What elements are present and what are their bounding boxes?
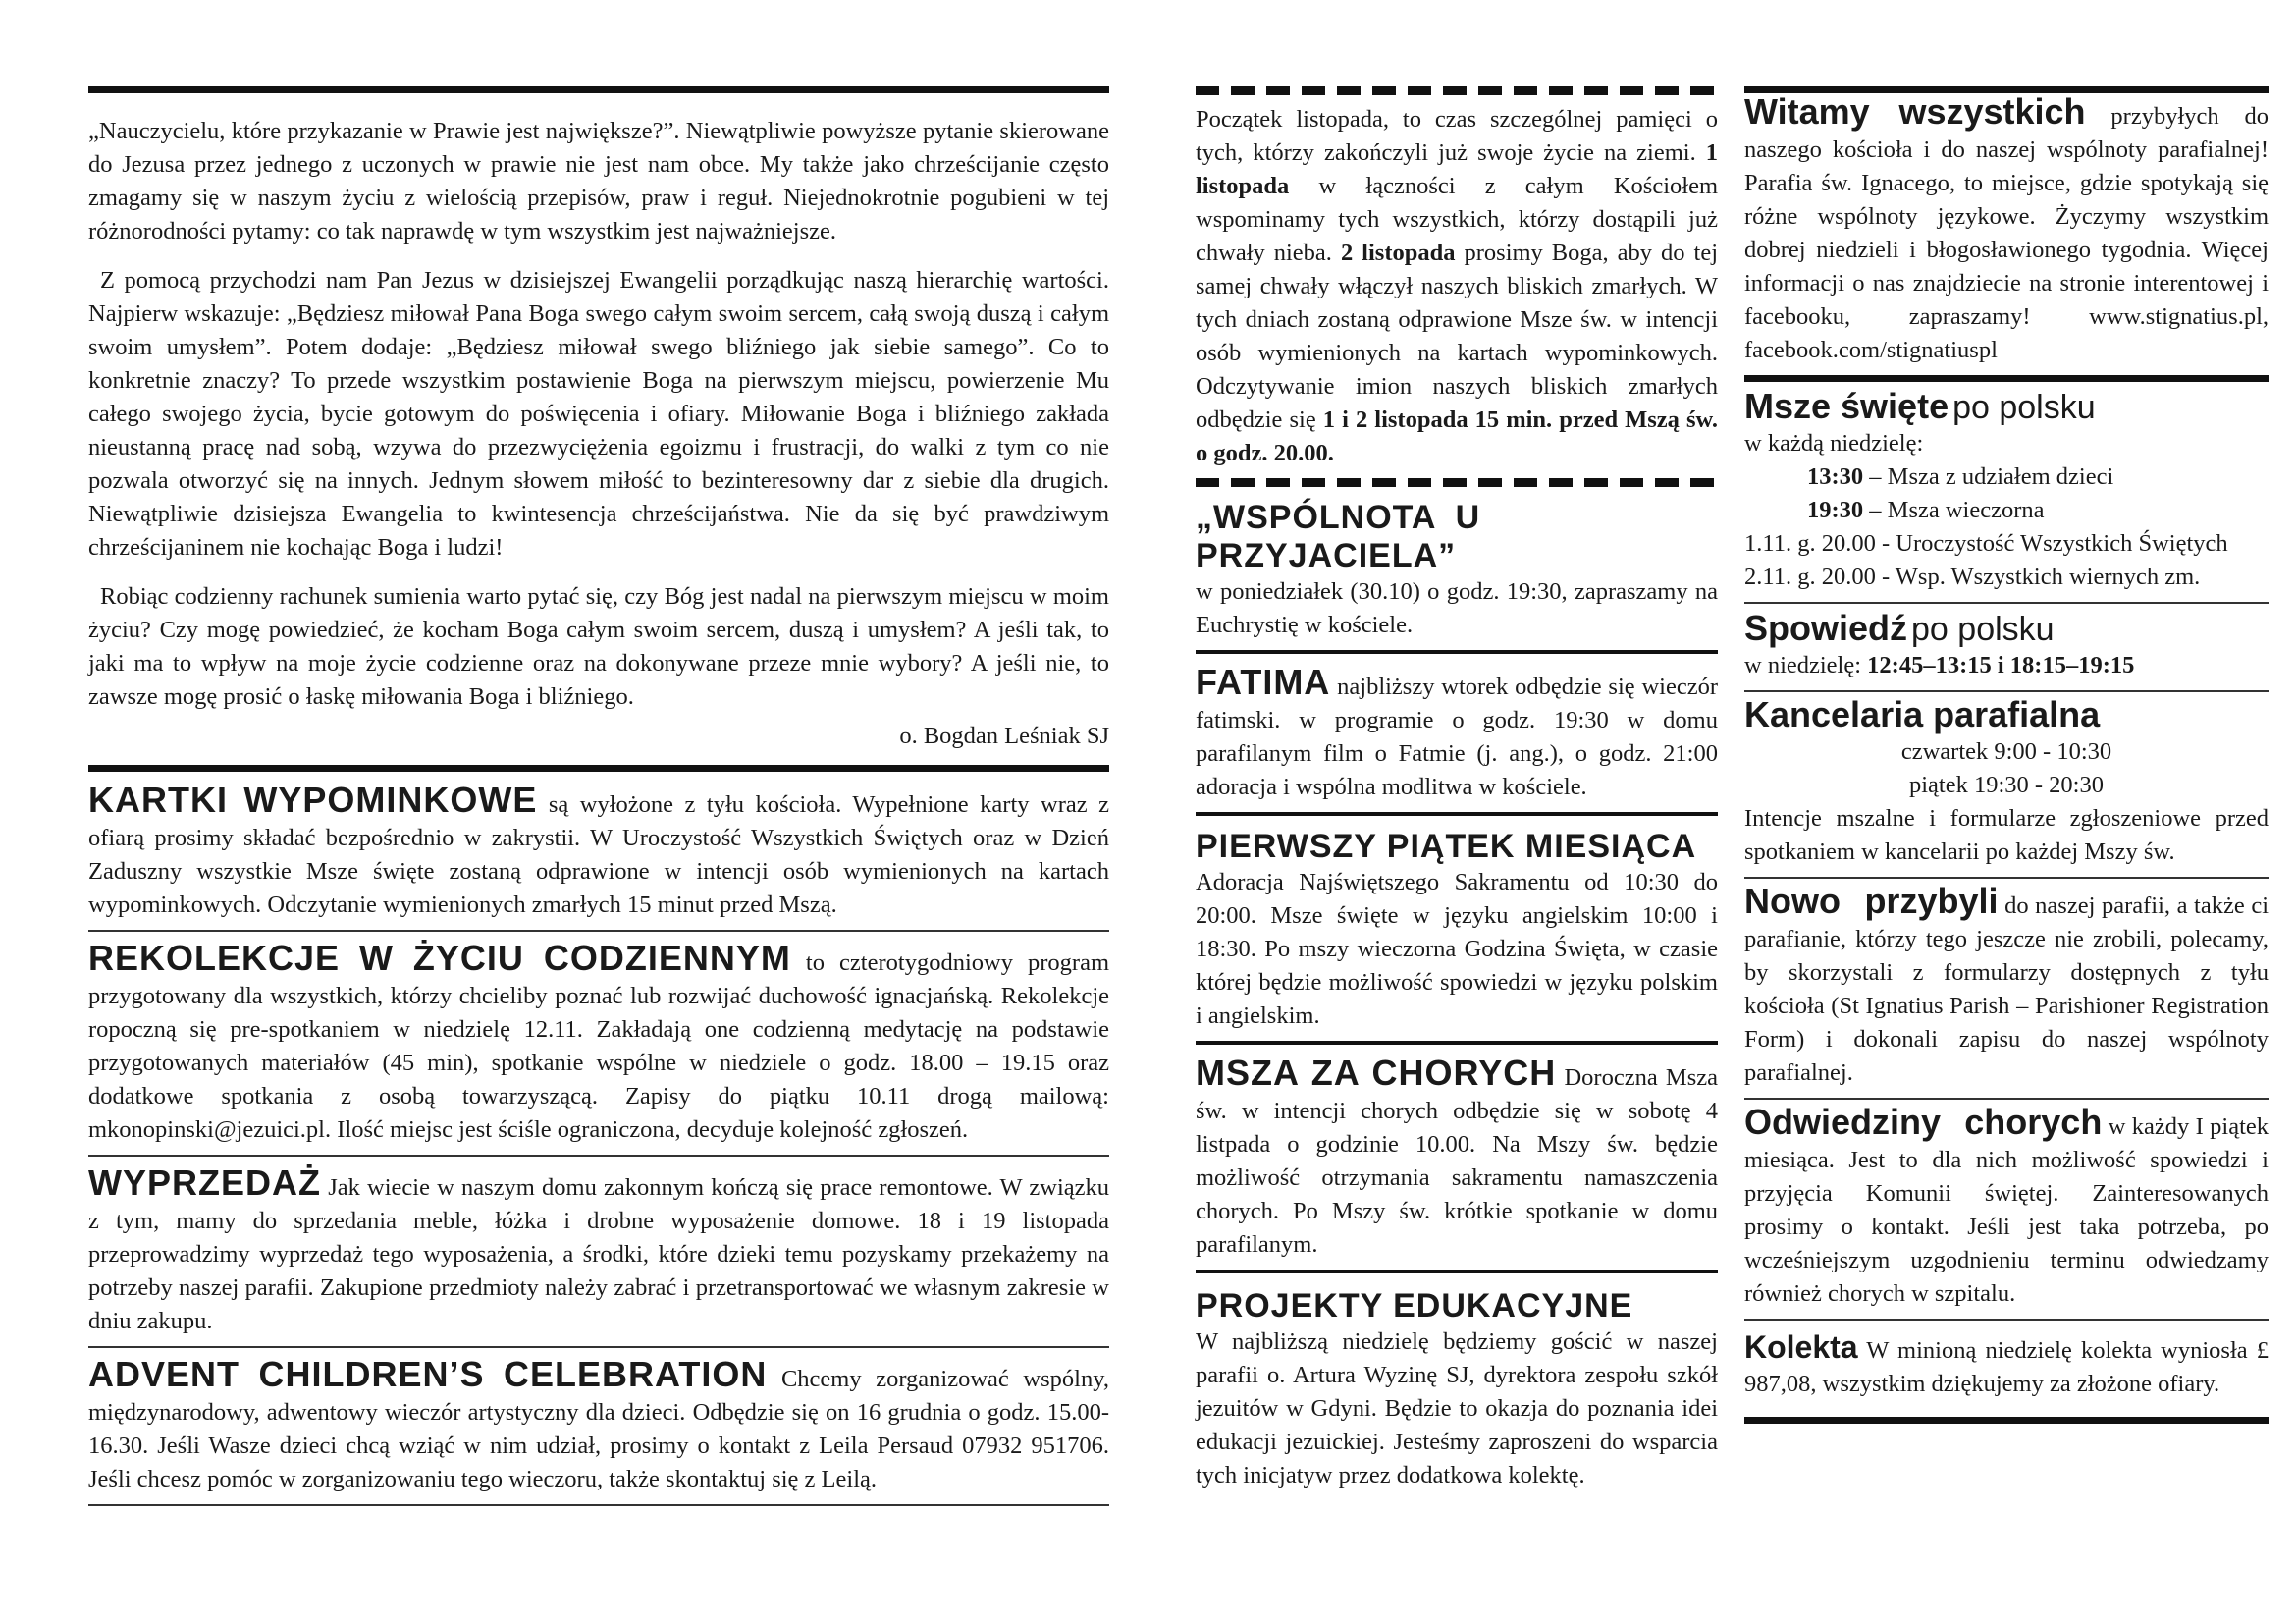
kancelaria-title: Kancelaria parafialna — [1744, 694, 2101, 734]
kancelaria-hours-1: czwartek 9:00 - 10:30 — [1900, 738, 2112, 765]
kolekta-title: Kolekta — [1744, 1329, 1858, 1365]
chorzy-text: Doroczna Msza św. w intencji chorych odbędzie się w sobotę 4 listpada o godzinie 10.00. Na Mszy św. będzie możliwość otrzymania sakramentu namaszczenia chorych. Po Mszy św. krótkie spotkanie w domu parafilanym. — [1196, 1064, 1719, 1258]
spowiedz-section — [1744, 604, 2269, 690]
projekty-section — [1196, 1273, 1718, 1500]
listopad-text-d: prosimy Boga, aby do tej samej chwały włączył naszych bliskich zmarłych. W tych dniach zostaną odprawione Msze św. w intencji osób wymienionych na kartach wypominkowych. Odczytywanie imion naszych bliskich zmarłych odbędzie się — [1196, 240, 1719, 433]
section-rule — [88, 765, 1109, 772]
kolekta-section — [1744, 1321, 2269, 1409]
dashed-rule — [1196, 478, 1718, 487]
reflection-article — [88, 93, 1109, 753]
fatima-section — [1196, 654, 1718, 812]
wspolnota-section — [1196, 487, 1718, 650]
msze-subtitle: w każdą niedzielę: — [1744, 430, 1924, 457]
listopad-text-a: Początek listopada, to czas szczególnej pamięci o tych, którzy zakończyli już swoje życie na ziemi. — [1196, 106, 1718, 166]
wyprzedaz-title: WYPRZEDAŻ — [88, 1163, 321, 1203]
reflection-paragraph-2: Z pomocą przychodzi nam Pan Jezus w dzisiejszej Ewangelii porządkując naszą hierarchię wartości. Najpierw wskazuje: „Będziesz miłował Pana Boga swego całym swoim sercem, całą swoją duszą i całym swoim umysłem”. Potem dodaje: „Będziesz miłował swego bliźniego jak siebie samego”. Co to konkretnie znaczy? To przede wszystkim postawienie Boga na pierwszym miejscu, powierzenie Mu całego swojego życia, bycie gotowym do poświęcenia i ofiary. Miłowanie Boga i bliźniego zakłada nieustanną pracę nad sobą, wzywa do przezwyciężenia egoizmu i frustracji, do walki z tym co nie pozwala otworzyć się na innych. Jednym słowem miłość to bezinteresowny dar z siebie dla drugich. Niewątpliwie dzisiejsza Ewangelia to kwintesencja chrześcijaństwa. Nie da się być prawdziwym chrześcijaninem nie kochając Boga i ludzi! — [88, 267, 1109, 561]
kartki-section — [88, 772, 1109, 930]
listopad-text-c: w łączności z całym Kościołem wspominamy tych wszystkich, którzy dostąpili już chwały nieba. — [1196, 173, 1718, 266]
nowo-title: Nowo przybyli — [1744, 881, 1999, 921]
kolekta-text: W minioną niedzielę kolekta wyniosła £ 987,08, wszystkim dziękujemy za złożone ofiary. — [1744, 1337, 2269, 1397]
reflection-paragraph-3: Robiąc codzienny rachunek sumienia warto pytać się, czy Bóg jest nadal na pierwszym miejscu w moim życiu? Czy mogę powiedzieć, że kocham Boga całym swoim sercem, duszą i umysłem? A jeśli tak, to jaki ma to wpływ na moje życie codzienne oraz na dokonywane przeze mnie wybory? A jeśli nie, to zawsze mogę prosić o łaskę miłowania Boga i bliźniego. — [88, 583, 1109, 710]
divider — [88, 1504, 1109, 1506]
spowiedz-title: Spowiedź — [1744, 608, 1908, 648]
nowo-text: do naszej parafii, a także ci parafianie, którzy tego jeszcze nie zrobili, polecamy, by skorzystali z formularzy dostępnych z tyłu kościoła (St Ignatius Parish – Parishioner Registration Form) i dokonali zapisu do naszej wspólnoty parafialnej. — [1744, 893, 2269, 1086]
signature: o. Bogdan Leśniak SJ — [899, 723, 1109, 749]
kancelaria-section — [1744, 692, 2269, 877]
wspolnota-title: „WSPÓLNOTA U PRZYJACIELA” — [1196, 499, 1481, 574]
odwiedziny-text: w każdy I piątek miesiąca. Jest to dla nich możliwość spowiedzi i przyjęcia Komunii świętej. Zainteresowanych prosimy o kontakt. Jeśli jest taka potrzeba, po wcześniejszym uzgodnieniu terminu odwiedzamy również chorych w szpitalu. — [1744, 1113, 2269, 1307]
msze-title-suffix: po polsku — [1952, 389, 2096, 426]
msze-extra-2: 2.11. g. 20.00 - Wsp. Wszystkich wiernych zm. — [1744, 564, 2201, 590]
projekty-title: PROJEKTY EDUKACYJNE — [1196, 1287, 1633, 1325]
fatima-title: FATIMA — [1196, 662, 1331, 702]
projekty-text: W najbliższą niedzielę będziemy gościć w naszej parafii o. Artura Wyzinę SJ, dyrektora zespołu szkół jezuitów w Gdyni. Będzie to okazja do poznania idei edukacji jezuickiej. Jesteśmy zaproszeni do wsparcia tych inicjatyw przez dodatkowa kolektę. — [1196, 1328, 1718, 1489]
dashed-rule — [1196, 86, 1718, 95]
advent-section — [88, 1348, 1109, 1504]
kancelaria-hours-2: piątek 19:30 - 20:30 — [1908, 772, 2104, 798]
nowo-section — [1744, 879, 2269, 1098]
msze-section — [1744, 382, 2269, 602]
msze-time-2: 19:30 — [1807, 497, 1864, 523]
advent-title: ADVENT CHILDREN’S CELEBRATION — [88, 1354, 768, 1394]
witamy-text: przybyłych do naszego kościoła i do naszej wspólnoty parafialnej! Parafia św. Ignacego, to miejsce, gdzie spotykają się różne wspólnoty językowe. Życzymy wszystkim dobrej niedzieli i błogosławionego tygodnia. Więcej informacji o nas znajdziecie na stronie interentowej i facebooku, zapraszamy! www.stignatius.pl, facebook.com/stignatiuspl — [1744, 103, 2269, 363]
middle-column — [1196, 86, 1718, 1500]
kartki-text: są wyłożone z tyłu kościoła. Wypełnione karty wraz z ofiarą prosimy składać bezpośrednio w zakrystii. W Uroczystość Wszystkich Świętych oraz w Dzień Zaduszny wszystkie Msze święte zostaną odprawione w intencji osób wymienionych na kartach wypominkowych. Odczytanie wymienionych zmarłych 15 minut przed Mszą. — [88, 791, 1110, 918]
listopad-date-2: 2 listopada — [1340, 240, 1456, 266]
wyprzedaz-section — [88, 1157, 1109, 1346]
piatek-text: Adoracja Najświętszego Sakramentu od 10:30 do 20:00. Msze święte w języku angielskim 10:00 i 18:30. Po mszy wieczorna Godzina Święta, w czasie której będzie możliwość spowiedzi w języku polskim i angielskim. — [1196, 869, 1718, 1029]
msze-time-1: 13:30 — [1807, 463, 1864, 490]
spowiedz-label: w niedzielę: — [1744, 652, 1862, 678]
fatima-text: najbliższy wtorek odbędzie się wieczór fatimski. w programie o godz. 19:30 w domu parafilanym film o Fatmie (j. ang.), o godz. 21:00 adoracja i wspólna modlitwa w kościele. — [1196, 674, 1718, 800]
kartki-title: KARTKI WYPOMINKOWE — [88, 780, 538, 820]
listopad-date-3: 1 i 2 listopada 15 min. przed Mszą św. o godz. 20.00. — [1196, 406, 1718, 466]
piatek-title: PIERWSZY PIĄTEK MIESIĄCA — [1196, 828, 1697, 865]
reflection-paragraph-1: „Nauczycielu, które przykazanie w Prawie jest największe?”. Niewątpliwie powyższe pytanie skierowane do Jezusa przez jednego z uczonych w prawie nie jest nam obce. My także jako chrześcijanie często zmagamy się w naszym życiu z wielością przepisów, praw i reguł. Niejednokrotnie pogubieni w tej różnorodności pytamy: co tak naprawdę w tym wszystkim jest najważniejsze. — [88, 118, 1109, 244]
listopad-section — [1196, 95, 1718, 478]
left-column — [88, 86, 1109, 1506]
msze-label-1: – Msza z udziałem dzieci — [1869, 463, 2114, 490]
bottom-rule — [1744, 1417, 2269, 1424]
msze-label-2: – Msza wieczorna — [1869, 497, 2045, 523]
chorzy-section — [1196, 1045, 1718, 1270]
section-rule — [1744, 375, 2269, 382]
rekolekcje-section — [88, 932, 1109, 1155]
spowiedz-title-suffix: po polsku — [1911, 611, 2055, 648]
msze-title: Msze święte — [1744, 386, 1949, 426]
piatek-section — [1196, 816, 1718, 1041]
odwiedziny-section — [1744, 1100, 2269, 1319]
right-column — [1744, 86, 2269, 1424]
top-rule — [88, 86, 1109, 93]
msze-extra-1: 1.11. g. 20.00 - Uroczystość Wszystkich Świętych — [1744, 530, 2228, 557]
rekolekcje-title: REKOLEKCJE W ŻYCIU CODZIENNYM — [88, 938, 791, 978]
advent-text: Chcemy zorganizować wspólny, międzynarodowy, adwentowy wieczór artystyczny dla dzieci. Odbędzie się on 16 grudnia o godz. 15.00-16.30. Jeśli Wasze dzieci chcą wziąć w nim udział, prosimy o kontakt z Leila Persaud 07932 951706. Jeśli chcesz pomóc w zorganizowaniu tego wieczoru, także skontaktuj się z Leilą. — [88, 1366, 1109, 1492]
rekolekcje-text: to czterotygodniowy program przygotowany dla wszystkich, którzy chcieliby poznać lub rozwijać duchowość ignacjańską. Rekolekcje ropoczną się pre-spotkaniem w niedzielę 12.11. Zakładają one codzienną medytację na podstawie przygotowanych materiałów (45 min), spotkanie wspólne w niedziele o godz. 18.00 – 19.15 oraz dodatkowe spotkania z osobą towarzyszącą. Zapisy do piątku 10.11 drogą mailową: mkonopinski@jezuici.pl. Ilość miejsc jest ściśle ograniczona, decyduje kolejność zgłoszeń. — [88, 949, 1110, 1143]
odwiedziny-title: Odwiedziny chorych — [1744, 1102, 2103, 1142]
chorzy-title: MSZA ZA CHORYCH — [1196, 1053, 1557, 1093]
listopad-date-1: 1 listopada — [1196, 139, 1719, 199]
wyprzedaz-text: Jak wiecie w naszym domu zakonnym kończą się prace remontowe. W związku z tym, mamy do sprzedania meble, łóżka i drobne wyposażenie domowe. 18 i 19 listopada przeprowadzimy wyprzedaż tego wyposażenia, a środki, które dzieki temu pozyskamy przekażemy na potrzeby naszej parafii. Zakupione przedmioty należy zabrać i przetransportować we własnym zakresie w dniu zakupu. — [88, 1174, 1109, 1334]
spowiedz-times: 12:45–13:15 i 18:15–19:15 — [1867, 652, 2135, 678]
witamy-section — [1744, 93, 2269, 375]
kancelaria-text: Intencje mszalne i formularze zgłoszeniowe przed spotkaniem w kancelarii po każdej Mszy św. — [1744, 805, 2269, 865]
wspolnota-text: w poniedziałek (30.10) o godz. 19:30, zapraszamy na Euchrystię w kościele. — [1196, 578, 1718, 638]
witamy-title: Witamy wszystkich — [1744, 91, 2086, 132]
